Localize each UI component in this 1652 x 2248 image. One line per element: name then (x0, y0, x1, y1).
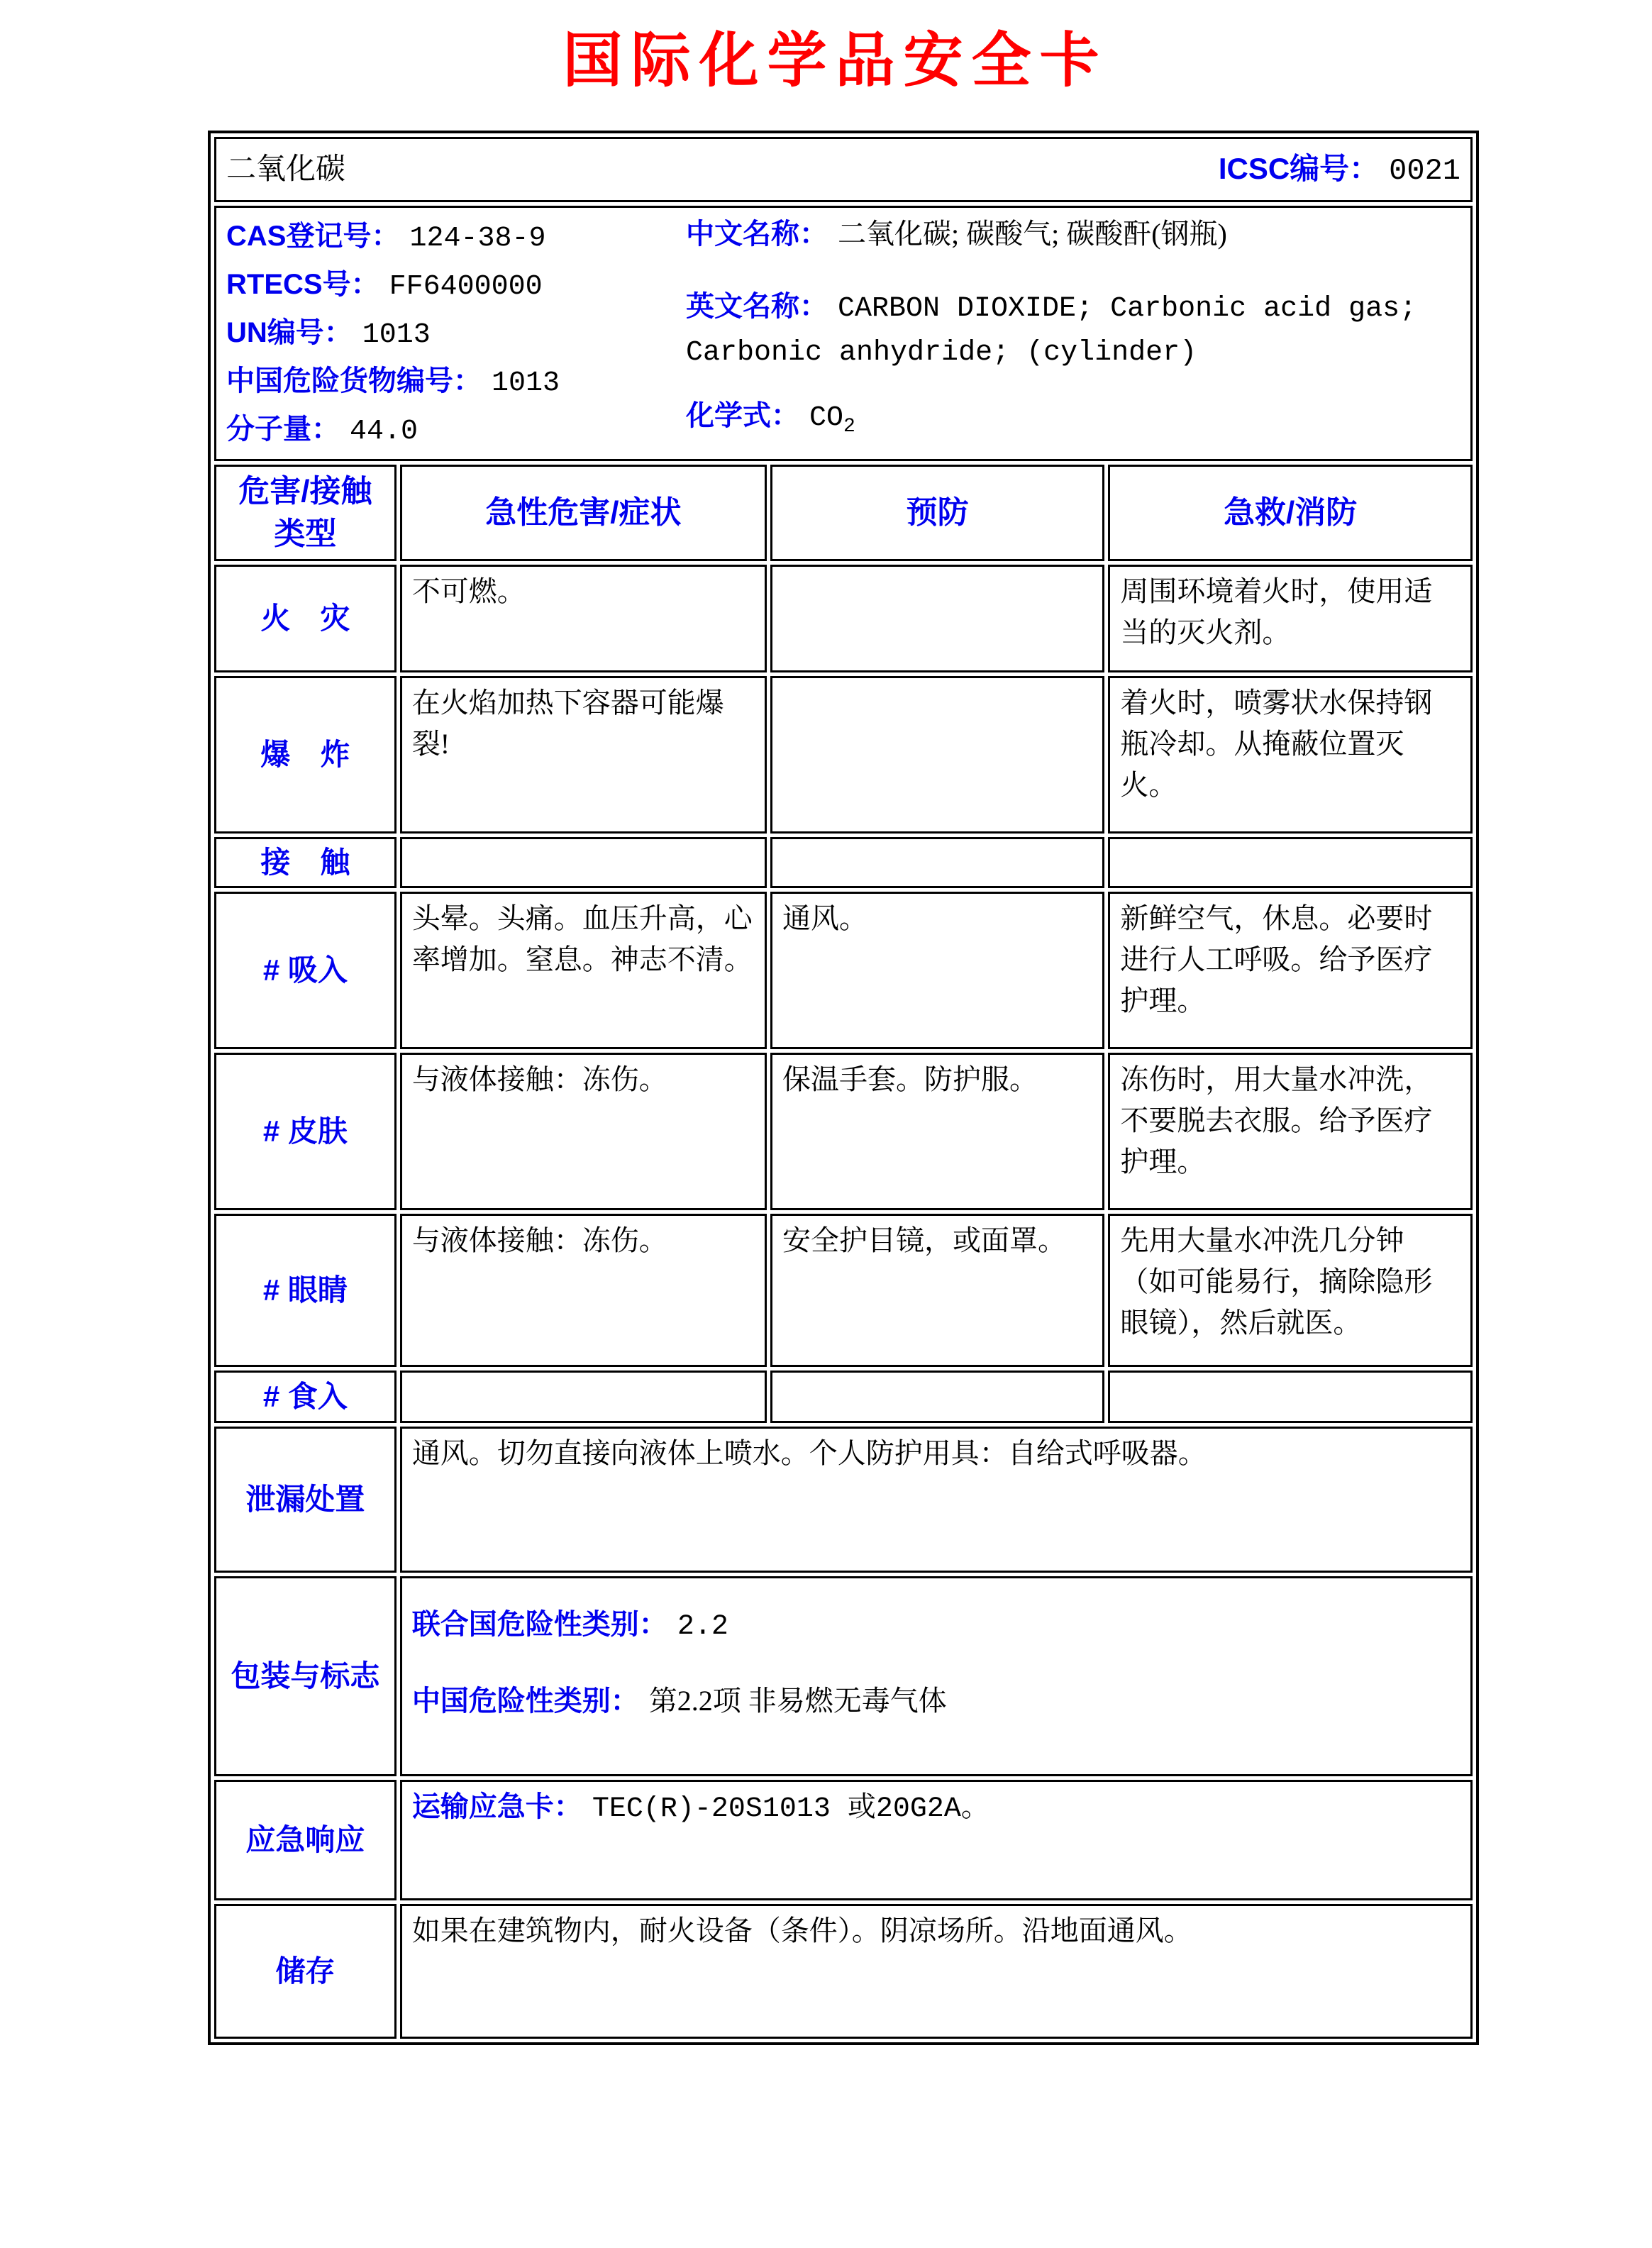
table-row (214, 1576, 1473, 1776)
inhalation-prevention: 通风。 (770, 892, 1104, 1049)
fire-prevention (770, 565, 1104, 672)
icsc-number-label: ICSC编号： (1218, 151, 1380, 185)
un-hazard-class: 联合国危险性类别： 2.2 (411, 1609, 728, 1643)
header-first-aid: 急救/消防 (1108, 465, 1473, 561)
row-label-eyes: # 眼睛 (214, 1214, 397, 1367)
inhalation-symptoms: 头晕。头痛。血压升高，心率增加。窒息。神志不清。 (400, 892, 767, 1049)
transport-emergency-card: 运输应急卡： TEC(R)-20S1013 或20G2A。 (411, 1791, 989, 1825)
emergency-content (400, 1780, 1473, 1900)
table-row (214, 892, 1473, 1049)
ingestion-first-aid (1108, 1371, 1473, 1423)
un-number: UN编号： 1013 (226, 317, 431, 351)
row-label-exposure: 接 触 (214, 837, 397, 888)
identifier-list (226, 212, 686, 455)
table-row (214, 1371, 1473, 1423)
table-row (214, 1427, 1473, 1573)
inhalation-first-aid: 新鲜空气，休息。必要时进行人工呼吸。给予医疗护理。 (1108, 892, 1473, 1049)
name-list (686, 212, 1460, 455)
molecular-weight: 分子量： 44.0 (226, 414, 418, 448)
skin-prevention: 保温手套。防护服。 (770, 1053, 1104, 1210)
cas-number: CAS登记号： 124-38-9 (226, 221, 546, 255)
row-label-spillage: 泄漏处置 (214, 1427, 397, 1573)
row-label-fire: 火 灾 (214, 565, 397, 672)
explosion-prevention (770, 676, 1104, 834)
table-row (214, 1780, 1473, 1900)
skin-symptoms: 与液体接触：冻伤。 (400, 1053, 767, 1210)
rtecs-number: RTECS号： FF6400000 (226, 269, 543, 303)
icsc-card-table (208, 131, 1479, 2045)
table-row (214, 837, 1473, 888)
eyes-first-aid: 先用大量水冲洗几分钟（如可能易行，摘除隐形眼镜），然后就医。 (1108, 1214, 1473, 1367)
china-hazard-class: 中国危险性类别： 第2.2项 非易燃无毒气体 (411, 1685, 947, 1717)
packaging-content (400, 1576, 1473, 1776)
row-label-ingestion: # 食入 (214, 1371, 397, 1423)
exposure-prevention (770, 837, 1104, 888)
explosion-first-aid: 着火时，喷雾状水保持钢瓶冷却。从掩蔽位置灭火。 (1108, 676, 1473, 834)
english-names: 英文名称： CARBON DIOXIDE; Carbonic acid gas; Carbonic anhydride; (cylinder) (686, 291, 1417, 369)
table-row (214, 1904, 1473, 2039)
identifiers-cell (214, 206, 1473, 461)
exposure-symptoms (400, 837, 767, 888)
chemical-formula: 化学式： $CO_2$ (686, 400, 855, 438)
header-acute-hazards: 急性危害/症状 (400, 465, 767, 561)
table-header-row (214, 465, 1473, 561)
explosion-symptoms: 在火焰加热下容器可能爆裂! (400, 676, 767, 834)
fire-symptoms: 不可燃。 (400, 565, 767, 672)
row-label-inhalation: # 吸入 (214, 892, 397, 1049)
chemical-name-row (214, 137, 1473, 202)
chemical-name-cell (214, 137, 1473, 202)
eyes-prevention: 安全护目镜，或面罩。 (770, 1214, 1104, 1367)
table-row (214, 565, 1473, 672)
exposure-first-aid (1108, 837, 1473, 888)
identifiers-row (214, 206, 1473, 461)
skin-first-aid: 冻伤时，用大量水冲洗，不要脱去衣服。给予医疗护理。 (1108, 1053, 1473, 1210)
storage-content: 如果在建筑物内，耐火设备（条件）。阴凉场所。沿地面通风。 (400, 1904, 1473, 2039)
chinese-names: 中文名称： 二氧化碳; 碳酸气; 碳酸酐(钢瓶) (686, 218, 1227, 250)
chemical-name: 二氧化碳 (226, 153, 346, 186)
china-dg-number: 中国危险货物编号： 1013 (226, 365, 560, 399)
fire-first-aid: 周围环境着火时，使用适当的灭火剂。 (1108, 565, 1473, 672)
spillage-content: 通风。切勿直接向液体上喷水。个人防护用具：自给式呼吸器。 (400, 1427, 1473, 1573)
row-label-explosion: 爆 炸 (214, 676, 397, 834)
table-row (214, 1214, 1473, 1367)
header-prevention: 预防 (770, 465, 1104, 561)
icsc-number (1219, 148, 1460, 192)
ingestion-prevention (770, 1371, 1104, 1423)
row-label-storage: 储存 (214, 1904, 397, 2039)
row-label-emergency: 应急响应 (214, 1780, 397, 1900)
row-label-packaging: 包装与标志 (214, 1576, 397, 1776)
table-row (214, 676, 1473, 834)
row-label-skin: # 皮肤 (214, 1053, 397, 1210)
header-hazard-type: 危害/接触类型 (214, 465, 397, 561)
icsc-number-value: 0021 (1389, 153, 1460, 188)
eyes-symptoms: 与液体接触：冻伤。 (400, 1214, 767, 1367)
page-title: 国际化学品安全卡 (562, 27, 1108, 94)
table-row (214, 1053, 1473, 1210)
ingestion-symptoms (400, 1371, 767, 1423)
